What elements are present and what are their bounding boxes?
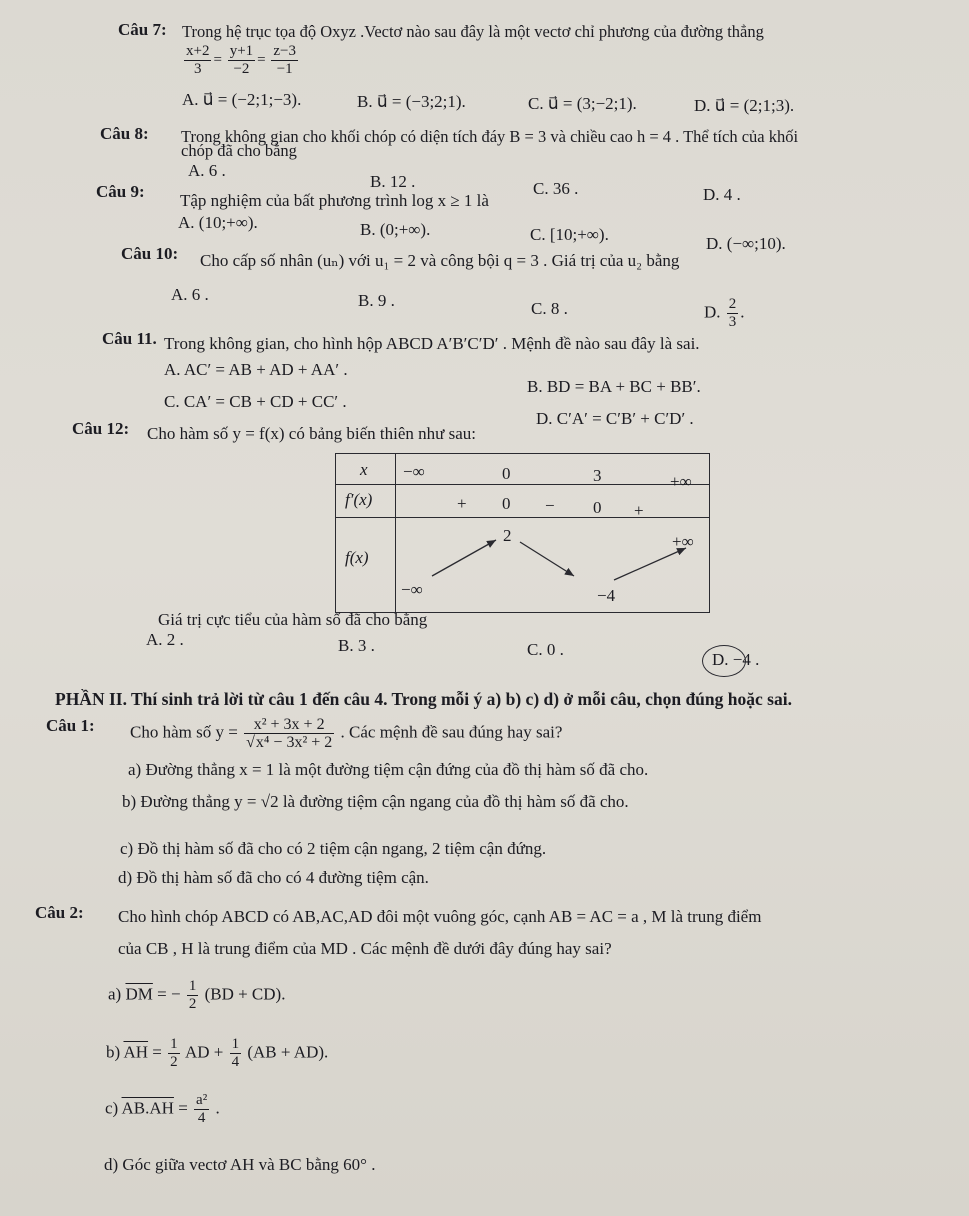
q12-prompt: Giá trị cực tiểu của hàm số đã cho bằng	[158, 610, 428, 629]
variation-arrows	[396, 518, 708, 611]
q8-option-c: C. 36 .	[533, 179, 579, 198]
c1-statement-d: d) Đồ thị hàm số đã cho có 4 đường tiệm cận.	[118, 868, 429, 887]
q8-label: Câu 8:	[100, 124, 149, 143]
q11-text: Trong không gian, cho hình hộp ABCD A′B′C′D′ . Mệnh đề nào sau đây là sai.	[164, 334, 700, 353]
q12-option-b: B. 3 .	[338, 636, 375, 655]
table-x-neg-inf: −∞	[403, 462, 425, 481]
table-f-pos-inf: +∞	[672, 532, 694, 551]
table-x-three: 3	[593, 466, 602, 485]
q12-option-c: C. 0 .	[527, 640, 564, 659]
q8-option-d: D. 4 .	[703, 185, 741, 204]
table-sign-5: +	[634, 501, 644, 520]
q10-option-b: B. 9 .	[358, 291, 395, 310]
q10-option-d: D. $\frac{2}{3}$ .	[704, 296, 745, 330]
q7-label: Câu 7:	[118, 20, 167, 39]
q9-option-a: A. (10;+∞).	[178, 213, 258, 232]
q7-option-d: D. u⃗ = (2;1;3).	[694, 96, 795, 115]
q11-option-a: A. AC′ = AB + AD + AA′ .	[164, 360, 348, 379]
table-f-label: f(x)	[345, 548, 369, 567]
q7-equation: $\frac{x+2}{3}$ = $\frac{y+1}{-2}$ = $\frac{z-3}{-1}$	[186, 43, 296, 77]
q7-option-a: A. u⃗ = (−2;1;−3).	[182, 90, 302, 109]
q10-text: Cho cấp số nhân (uₙ) với u₁ = 2 và công bội q = 3 . Giá trị của u₂ bằng	[200, 251, 680, 270]
q12-label: Câu 12:	[72, 419, 130, 438]
q9-option-c: C. [10;+∞).	[530, 225, 609, 244]
q8-text-line2: chóp đã cho bằng	[181, 141, 297, 160]
q11-label: Câu 11.	[102, 329, 157, 348]
c2-statement-d: d) Góc giữa vectơ AH và BC bằng 60° .	[104, 1155, 376, 1174]
q11-option-c: C. CA′ = CB + CD + CC′ .	[164, 392, 347, 411]
table-f-max: 2	[503, 526, 512, 545]
c2-label: Câu 2:	[35, 903, 84, 922]
part2-title: PHẦN II. Thí sinh trả lời từ câu 1 đến câu 4. Trong mỗi ý a) b) c) d) ở mỗi câu, chọn đúng hoặc sai.	[55, 689, 792, 709]
table-row-divider-1	[335, 484, 709, 485]
q12-option-a: A. 2 .	[146, 630, 184, 649]
c2-statement-b: b) $\overline{AH}$ = $\frac{1}{2}$ AD + $\frac{1}{4}$ (AB + AD).	[106, 1036, 329, 1070]
q12-text: Cho hàm số y = f(x) có bảng biến thiên như sau:	[147, 424, 476, 443]
q12-option-d: D. −4 .	[712, 650, 760, 669]
table-x-label: x	[360, 460, 368, 479]
c2-statement-a: a) $\overline{DM}$ = − $\frac{1}{2}$ (BD + CD).	[108, 978, 286, 1012]
q10-option-c: C. 8 .	[531, 299, 568, 318]
answer-circle-mark	[702, 645, 746, 677]
table-f-neg-inf: −∞	[401, 580, 423, 599]
c1-label: Câu 1:	[46, 716, 95, 735]
q7-option-c: C. u⃗ = (3;−2;1).	[528, 94, 637, 113]
arrow-up-1	[432, 540, 496, 576]
table-fprime-label: f′(x)	[345, 490, 373, 509]
table-sign-4: 0	[593, 498, 602, 517]
q7-option-b: B. u⃗ = (−3;2;1).	[357, 92, 466, 111]
q9-text: Tập nghiệm của bất phương trình log x ≥ 1 là	[180, 191, 489, 210]
c1-numerator: x² + 3x + 2	[244, 716, 334, 734]
table-sign-1: +	[457, 494, 467, 513]
arrow-up-2	[614, 548, 686, 580]
q11-option-d: D. C′A′ = C′B′ + C′D′ .	[536, 409, 694, 428]
q8-option-b: B. 12 .	[370, 172, 416, 191]
q9-label: Câu 9:	[96, 182, 145, 201]
table-x-pos-inf: +∞	[670, 472, 692, 491]
c1-statement-c: c) Đồ thị hàm số đã cho có 2 tiệm cận ngang, 2 tiệm cận đứng.	[120, 839, 547, 858]
q9-option-b: B. (0;+∞).	[360, 220, 431, 239]
c2-statement-c: c) AB.AH = $\frac{\text{a²}}{4}$ .	[105, 1092, 220, 1126]
q9-option-d: D. (−∞;10).	[706, 234, 786, 253]
c1-denominator: x⁴ − 3x² + 2	[255, 734, 333, 751]
q8-text-line1: Trong không gian cho khối chóp có diện tích đáy B = 3 và chiều cao h = 4 . Thể tích của khối	[181, 127, 799, 146]
c1-stem: Cho hàm số y = $\frac{\text{x² + 3x + 2}}{\text{√x⁴ − 3x² + 2}}$ . Các mệnh đề sau đúng hay sai?	[130, 716, 563, 751]
q10-option-a: A. 6 .	[171, 285, 209, 304]
q7-text: Trong hệ trục tọa độ Oxyz .Vectơ nào sau đây là một vectơ chỉ phương của đường thẳng	[182, 22, 764, 41]
q10-label: Câu 10:	[121, 244, 179, 263]
arrow-down	[520, 542, 574, 576]
table-sign-2: 0	[502, 494, 511, 513]
table-sign-3: −	[545, 496, 555, 515]
c2-text-line1: Cho hình chóp ABCD có AB,AC,AD đôi một vuông góc, cạnh AB = AC = a , M là trung điểm	[118, 907, 762, 926]
table-x-zero: 0	[502, 464, 511, 483]
table-f-min: −4	[597, 586, 616, 605]
q11-option-b: B. BD = BA + BC + BB′.	[527, 377, 701, 396]
c1-statement-a: a) Đường thẳng x = 1 là một đường tiệm cận đứng của đồ thị hàm số đã cho.	[128, 760, 649, 779]
q8-option-a: A. 6 .	[188, 161, 226, 180]
c1-statement-b: b) Đường thẳng y = √2 là đường tiệm cận ngang của đồ thị hàm số đã cho.	[122, 792, 629, 811]
c2-text-line2: của CB , H là trung điểm của MD . Các mệnh đề dưới đây đúng hay sai?	[118, 939, 612, 958]
